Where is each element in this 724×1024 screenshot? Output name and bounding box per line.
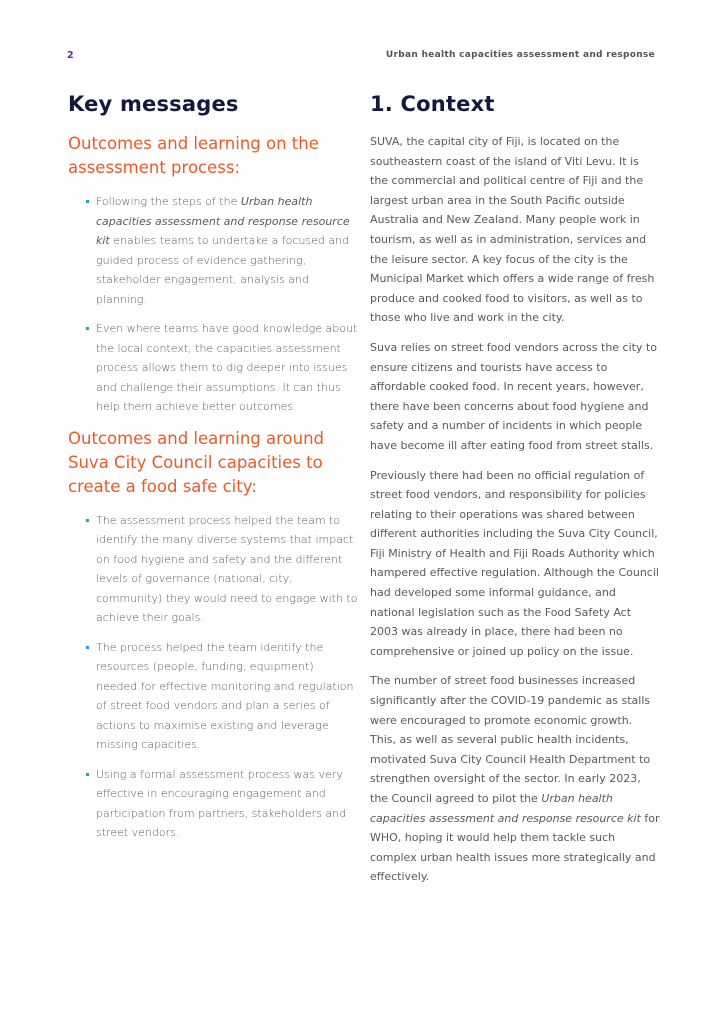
key-messages-column: [68, 92, 358, 853]
bullet-icon: [86, 519, 89, 522]
list-item: Even where teams have good knowledge about the local context, the capacities assessment process allows them to dig deeper into issues and challenge their assumptions. It can thus help them achieve better outcomes.: [86, 319, 358, 417]
bullet-list-council-capacities: [68, 511, 358, 843]
list-item: Using a formal assessment process was very effective in encouraging engagement and participation from partners, stakeholders and street vendors.: [86, 765, 358, 843]
bullet-icon: [86, 327, 89, 330]
context-column: [370, 92, 660, 897]
section-heading-assessment-process: Outcomes and learning on the assessment process:: [68, 134, 319, 177]
list-item: The assessment process helped the team to identify the many diverse systems that impact on food hygiene and safety and the different levels of governance (national, city, community) they would need to engage with to achieve their goals.: [86, 511, 358, 628]
page-number: 2: [67, 50, 74, 61]
context-title: 1. Context: [370, 92, 495, 116]
bullet-list-assessment-process: [68, 192, 358, 417]
bullet-icon: [86, 773, 89, 776]
context-paragraph: Previously there had been no official regulation of street food vendors, and responsibility for policies relating to their operations was shared between different authorities including the Suva City Council, Fiji Ministry of Health and Fiji Roads Authority which hampered effective regulation. Although the Council had developed some informal guidance, and national legislation such as the Food Safety Act 2003 was already in place, there had been no comprehensive or joined up policy on the issue.: [370, 468, 659, 658]
running-header: Urban health capacities assessment and response: [385, 50, 655, 60]
context-paragraph: SUVA, the capital city of Fiji, is located on the southeastern coast of the island of Viti Levu. It is the commercial and political centre of Fiji and the largest urban area in the South Pacific outside Australia and New Zealand. Many people work in tourism, as well as in administration, services and the leisure sector. A key focus of the city is the Municipal Market which offers a wide range of fresh produce and cooked food to visitors, as well as to those who live and work in the city.: [370, 135, 655, 325]
bullet-icon: [86, 200, 89, 203]
section-heading-council-capacities: Outcomes and learning around Suva City Council capacities to create a food safe city:: [68, 428, 325, 496]
key-messages-title: Key messages: [68, 92, 239, 116]
context-paragraph: Suva relies on street food vendors across the city to ensure citizens and tourists have access to affordable cooked food. In recent years, however, there have been concerns about food hygiene and safety and a number of incidents in which people have become ill after eating food from street stalls.: [370, 340, 658, 452]
context-paragraph: The number of street food businesses increased significantly after the COVID-19 pandemic as stalls were encouraged to promote economic growth. This, as well as several public health incidents, motivated Suva City Council Health Department to strengthen oversight of the sector. In early 2023, the Council agreed to pilot the Urban health capacities assessment and response resource kit for WHO, hoping it would help them tackle such complex urban health issues more strategically and effectively.: [370, 674, 660, 884]
list-item: Following the steps of the Urban health capacities assessment and response resource kit enables teams to undertake a focused and guided process of evidence gathering, stakeholder engagement, analysis and planning.: [86, 192, 358, 309]
list-item: The process helped the team identify the resources (people, funding, equipment) needed for effective monitoring and regulation of street food vendors and plan a series of actions to maximise existing and leverage missing capacities.: [86, 638, 358, 755]
bullet-icon: [86, 646, 89, 649]
